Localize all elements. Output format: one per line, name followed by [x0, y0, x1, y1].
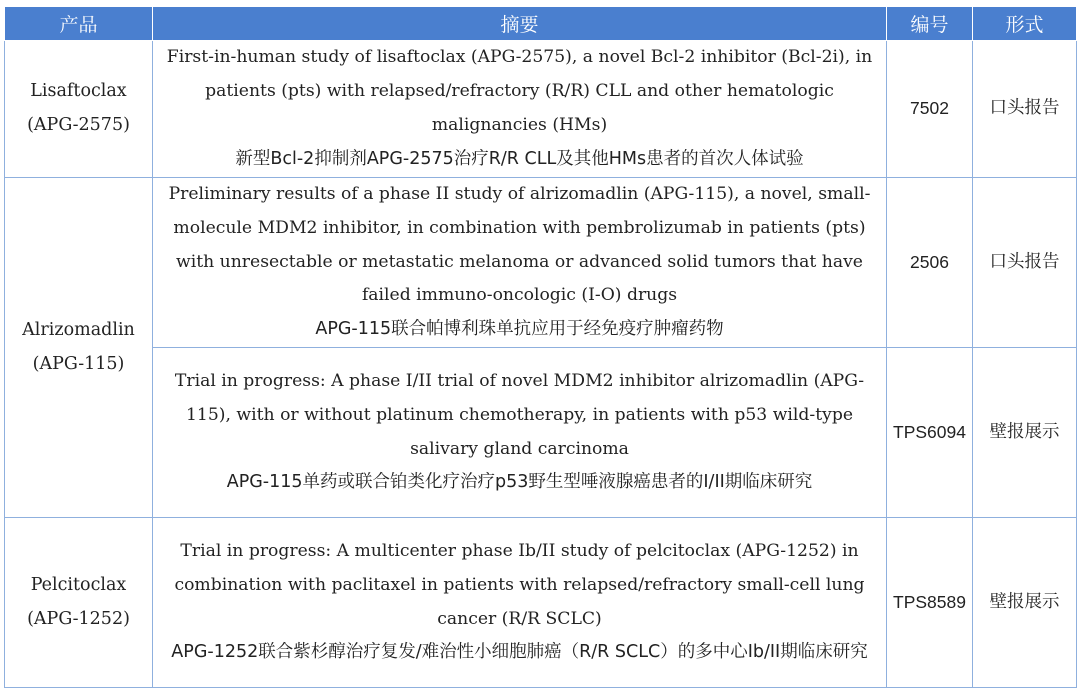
product-cell: Alrizomadlin (APG-115) [5, 178, 153, 518]
header-form: 形式 [973, 7, 1077, 41]
product-cell: Pelcitoclax (APG-1252) [5, 518, 153, 688]
header-abstract: 摘要 [153, 7, 887, 41]
abstract-cell [153, 178, 887, 348]
table-row [5, 178, 1077, 348]
header-row [5, 7, 1077, 41]
abstract-cell [153, 41, 887, 178]
abstract-english: First-in-human study of lisaftoclax (APG-2575), a novel Bcl-2 inhibitor (Bcl-2i), in patients (pts) with relapsed/refractory (R/R) CLL and other hematologic malignancies (HMs) [166, 47, 873, 135]
abstracts-table [4, 6, 1077, 688]
abstract-english: Preliminary results of a phase II study of alrizomadlin (APG-115), a novel, small-molecule MDM2 inhibitor, in combination with pembrolizumab in patients (pts) with unresectable or metastatic melanoma or advanced solid tumors that have failed immuno-oncologic (I-O) drugs [168, 184, 871, 306]
code-cell: TPS8589 [887, 518, 973, 688]
product-cell: Lisaftoclax (APG-2575) [5, 41, 153, 178]
header-code: 编号 [887, 7, 973, 41]
abstract-chinese: APG-1252联合紫杉醇治疗复发/难治性小细胞肺癌（R/R SCLC）的多中心Ib/II期临床研究 [171, 642, 868, 663]
code-cell: TPS6094 [887, 348, 973, 518]
header-product: 产品 [5, 7, 153, 41]
code-cell: 7502 [887, 41, 973, 178]
abstract-chinese: APG-115联合帕博利珠单抗应用于经免疫疗肿瘤药物 [315, 319, 724, 340]
abstract-english: Trial in progress: A phase I/II trial of novel MDM2 inhibitor alrizomadlin (APG-115), with or without platinum chemotherapy, in patients with p53 wild-type salivary gland carcinoma [174, 370, 865, 459]
form-cell: 口头报告 [973, 41, 1077, 178]
form-cell: 口头报告 [973, 178, 1077, 348]
abstract-cell [153, 348, 887, 518]
abstract-english: Trial in progress: A multicenter phase Ib/II study of pelcitoclax (APG-1252) in combination with paclitaxel in patients with relapsed/refractory small-cell lung cancer (R/R SCLC) [174, 540, 865, 629]
abstract-chinese: 新型Bcl-2抑制剂APG-2575治疗R/R CLL及其他HMs患者的首次人体试验 [235, 148, 804, 169]
form-cell: 壁报展示 [973, 348, 1077, 518]
table-row [5, 41, 1077, 178]
table-row [5, 348, 1077, 518]
code-cell: 2506 [887, 178, 973, 348]
table-row [5, 518, 1077, 688]
abstract-cell [153, 518, 887, 688]
form-cell: 壁报展示 [973, 518, 1077, 688]
abstract-chinese: APG-115单药或联合铂类化疗治疗p53野生型唾液腺癌患者的I/II期临床研究 [226, 472, 813, 493]
